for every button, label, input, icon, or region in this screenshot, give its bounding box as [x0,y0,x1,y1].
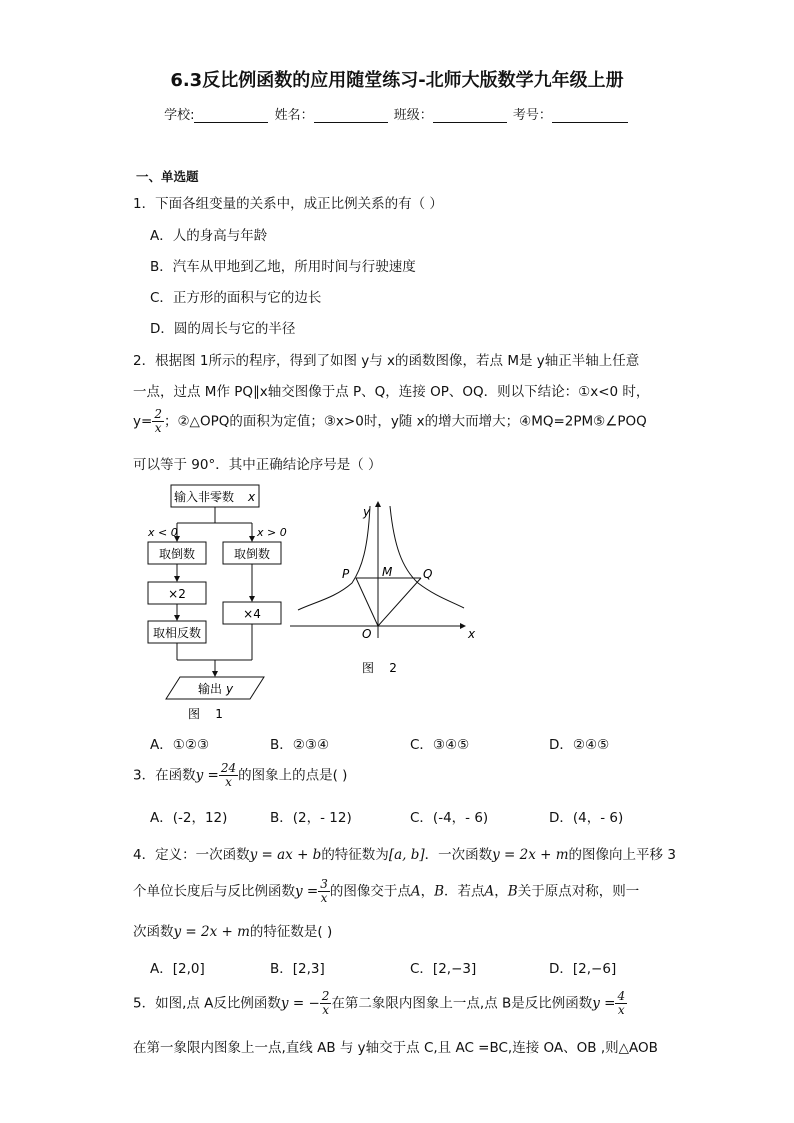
right-branch-curve [390,506,464,608]
q2-option-c[interactable]: C．③④⑤ [410,737,470,753]
graph-caption: 图 2 [362,661,397,675]
point-q-label: Q [423,567,433,581]
q4-option-b[interactable]: B．[2,3] [270,961,325,977]
section-heading: 一、单选题 [136,169,199,184]
q4-line-1: 4．定义：一次函数y = ax + b的特征数为[a, b]．一次函数y = 2x + m的图像向上平移 3 [133,847,676,863]
q2-line-1: 2．根据图 1所示的程序，得到了如图 y与 x的函数图像，若点 M是 y轴正半轴上任意 [133,353,640,369]
q1-stem: 1．下面各组变量的关系中，成正比例关系的有（ ） [133,196,443,212]
name-label: 姓名： [274,108,314,123]
point-m-label: M [382,565,393,579]
flow-output-var: y [226,682,234,696]
name-blank[interactable] [314,108,388,123]
exam-no-blank[interactable] [552,108,628,123]
q2-y-eq: y= [133,413,153,430]
origin-label: O [362,627,372,641]
q1-option-b[interactable]: B．汽车从甲地到乙地，所用时间与行驶速度 [150,259,416,275]
q2-line-3-rest: ；②△OPQ的面积为定值；③x>0时，y随 x的增大而增大；④MQ=2PM⑤∠POQ [163,413,647,430]
student-info-line [0,104,794,123]
q5-line-1: 5．如图,点 A反比例函数y = − $\frac{2}{x}$ 在第二象限内图象上一点,点 B是反比例函数y = $\frac{4}{x}$ [133,989,626,1017]
q5-fraction-2: $\frac{4}{x}$ [617,989,626,1017]
flowchart-figure [140,480,287,725]
q3-y-eq: y = [195,767,219,784]
q5-line-2: 在第一象限内图象上一点,直线 AB 与 y轴交于点 C,且 AC =BC,连接 OA、OB ,则△AOB [133,1040,658,1056]
q3-fraction: $\frac{24}{x}$ [220,761,237,789]
q1-option-d[interactable]: D．圆的周长与它的半径 [150,321,296,337]
left-branch-curve [298,506,370,610]
q2-line-2: 一点，过点 M作 PQ∥x轴交图像于点 P、Q，连接 OP、OQ．则以下结论：①x<0 时， [133,384,650,400]
graph-figure [290,498,480,683]
class-blank[interactable] [433,108,507,123]
class-label: 班级： [393,108,433,123]
flow-input-text: 输入非零数 [173,490,235,504]
flow-recip-right-text: 取倒数 [233,547,271,561]
point-p-label: P [342,567,350,581]
flow-mult-right-text: ×4 [243,607,261,621]
x-axis-label: x [468,627,476,641]
q4-option-c[interactable]: C．[2,−3] [410,961,477,977]
school-blank[interactable] [194,108,268,123]
q3-option-d[interactable]: D．(4，- 6) [549,810,624,826]
q3-option-b[interactable]: B．(2，- 12) [270,810,352,826]
q4-fraction: $\frac{3}{x}$ [320,877,328,905]
q2-option-d[interactable]: D．②④⑤ [549,737,610,753]
q3-option-a[interactable]: A．(-2，12) [150,810,228,826]
flow-cond-right: x > 0 [257,526,287,539]
q4-option-a[interactable]: A．[2,0] [150,961,205,977]
flowchart-caption: 图 1 [188,707,223,721]
segment-op [356,578,378,626]
flow-output-text: 输出 [197,682,223,696]
q2-line-3 [133,408,647,435]
q2-fraction: $\frac{2}{x}$ [154,407,162,435]
q4-option-d[interactable]: D．[2,−6] [549,961,617,977]
flow-mult-left-text: ×2 [168,587,186,601]
y-axis-label: y [363,505,371,519]
flow-recip-left-text: 取倒数 [158,547,196,561]
flow-cond-left: x < 0 [148,526,178,539]
q3-stem: 3．在函数y = $\frac{24}{x}$ 的图象上的点是( ) [133,761,348,789]
q1-option-a[interactable]: A．人的身高与年龄 [150,228,268,244]
q2-option-a[interactable]: A．①②③ [150,737,210,753]
exam-no-label: 考号： [512,108,552,123]
q4-line-2: 个单位长度后与反比例函数y = $\frac{3}{x}$ 的图像交于点A，B．若点A，B关于原点对称，则一 [133,877,640,905]
school-label: 学校: [164,108,195,123]
flow-input-var: x [248,490,256,504]
q2-option-b[interactable]: B．②③④ [270,737,330,753]
q4-line-3: 次函数y = 2x + m的特征数是( ) [133,924,333,940]
q2-line-4: 可以等于 90°．其中正确结论序号是（ ） [133,457,382,473]
q1-option-c[interactable]: C．正方形的面积与它的边长 [150,290,322,306]
q5-fraction-1: $\frac{2}{x}$ [321,989,330,1017]
flow-negate-text: 取相反数 [152,626,202,640]
q3-option-c[interactable]: C．(-4，- 6) [410,810,489,826]
page-title: 6.3反比例函数的应用随堂练习-北师大版数学九年级上册 [170,70,624,91]
segment-oq [378,578,421,626]
